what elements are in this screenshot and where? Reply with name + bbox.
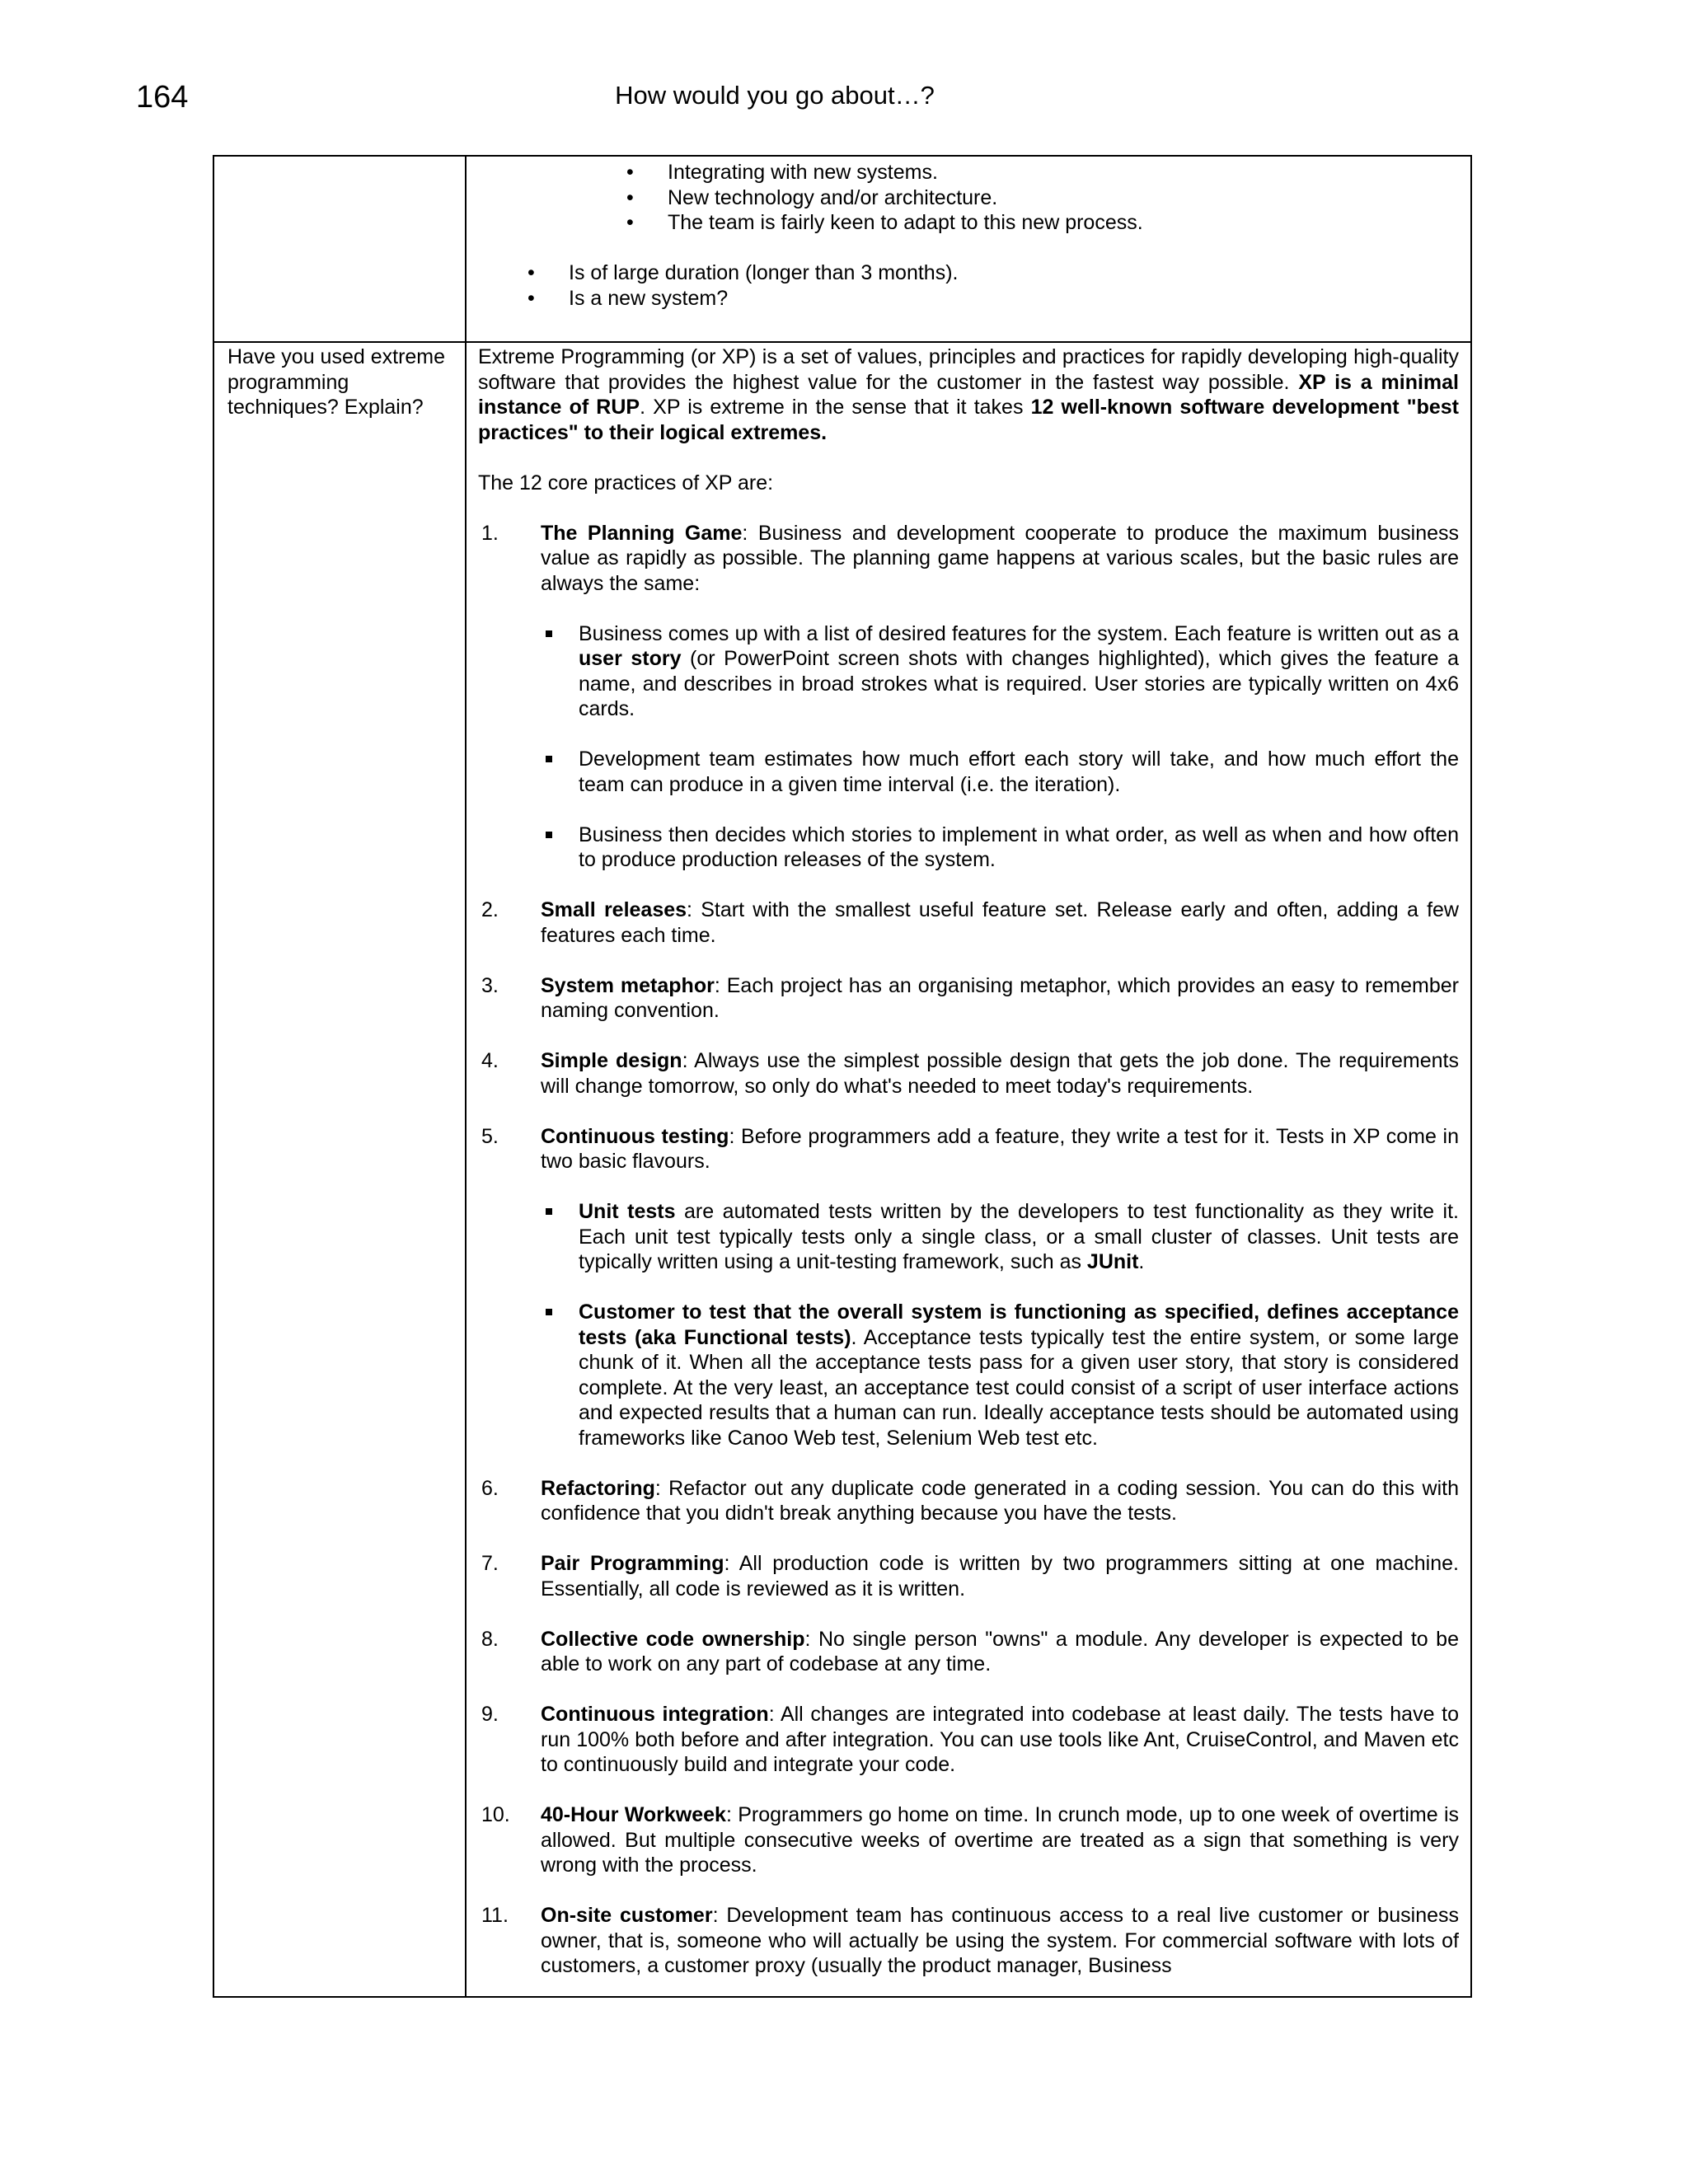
square-bullet-icon bbox=[546, 1309, 552, 1315]
sub-practice-item: Unit tests are automated tests written by the developers to test functionality as they write it. Each unit test typically tests only a single class, or a small cluster of classes. Unit tests are typically written using a unit-testing framework, such as JUnit. bbox=[478, 1199, 1459, 1275]
page-number: 164 bbox=[136, 80, 189, 115]
square-bullet-icon bbox=[546, 832, 552, 838]
list-item: • New technology and/or architecture. bbox=[626, 185, 998, 209]
sub-practice-item: Development team estimates how much effort each story will take, and how much effort the team can produce in a given time interval (i.e. the iteration). bbox=[478, 747, 1459, 797]
practice-item: 6. Refactoring: Refactor out any duplicate code generated in a coding session. You can do this with confidence that you didn't break anything because you have the tests. bbox=[481, 1476, 1459, 1525]
column-divider bbox=[465, 157, 467, 1996]
practice-item: 4. Simple design: Always use the simplest possible design that gets the job done. The requirements will change tomorrow, so only do what's needed to meet today's requirements. bbox=[481, 1049, 1459, 1098]
qa-table bbox=[213, 155, 1472, 1998]
row-divider bbox=[214, 341, 1470, 343]
practice-item: 5. Continuous testing: Before programmers add a feature, they write a test for it. Tests in XP come in two basic flavours. bbox=[481, 1124, 1460, 1173]
bullet-icon: • bbox=[528, 261, 535, 284]
practice-item: 10. 40-Hour Workweek: Programmers go home on time. In crunch mode, up to one week of overtime is allowed. But multiple consecutive weeks of overtime are treated as a sign that something is very wrong with the process. bbox=[481, 1803, 1459, 1877]
bullet-list bbox=[478, 260, 1459, 311]
practice-item: 7. Pair Programming: All production code is written by two programmers sitting at one machine. Essentially, all code is reviewed as it is written. bbox=[481, 1552, 1459, 1601]
list-item: • Is of large duration (longer than 3 months). bbox=[528, 261, 959, 284]
practice-item: 9. Continuous integration: All changes are integrated into codebase at least daily. The tests have to run 100% both before and after integration. You can use tools like Ant, CruiseControl, and Maven etc to continuously build and integrate your code. bbox=[481, 1703, 1460, 1776]
practice-item: 1. The Planning Game: Business and development cooperate to produce the maximum business value as rapidly as possible. The planning game happens at various scales, but the basic rules are always the same: bbox=[481, 521, 1459, 595]
bullet-icon: • bbox=[626, 185, 634, 209]
continued-answer-cell bbox=[478, 160, 1459, 311]
intro-paragraph: Extreme Programming (or XP) is a set of values, principles and practices for rapidly developing high-quality software that provides the highest value for the customer in the fastest way possible. XP is a minimal instance of RUP. XP is extreme in the sense that it takes 12 well-known software development "best practices" to their logical extremes. bbox=[478, 345, 1459, 444]
practice-item: 2. Small releases: Start with the smallest useful feature set. Release early and often, adding a few features each time. bbox=[481, 898, 1459, 947]
core-practices-heading: The 12 core practices of XP are: bbox=[478, 471, 774, 494]
practice-item: 8. Collective code ownership: No single person "owns" a module. Any developer is expected to be able to work on any part of codebase at any time. bbox=[481, 1627, 1459, 1675]
list-item: • The team is fairly keen to adapt to this new process. bbox=[626, 211, 1143, 234]
running-title: How would you go about…? bbox=[615, 81, 935, 110]
question-cell: Have you used extreme programming techniques? Explain? bbox=[227, 345, 446, 419]
sub-practice-item: Customer to test that the overall system is functioning as specified, defines acceptance tests (aka Functional tests). Acceptance tests typically test the entire system, or some large chunk of it. When all the acceptance tests pass for a given user story, that story is considered complete. At the very least, an acceptance test could consist of a script of user interface actions and expected results that a human can run. Ideally acceptance tests should be automated using frameworks like Canoo Web test, Selenium Web test etc. bbox=[478, 1300, 1459, 1451]
sub-practice-item: Business comes up with a list of desired features for the system. Each feature is written out as a user story (or PowerPoint screen shots with changes highlighted), which gives the feature a name, and describes in broad strokes what is required. User stories are typically written on 4x6 cards. bbox=[478, 621, 1459, 722]
list-item: • Integrating with new systems. bbox=[626, 161, 938, 184]
sub-bullet-list bbox=[478, 160, 1459, 236]
square-bullet-icon bbox=[546, 1208, 552, 1215]
list-item: • Is a new system? bbox=[528, 286, 729, 310]
bullet-icon: • bbox=[528, 286, 535, 310]
answer-cell bbox=[478, 344, 1459, 1979]
sub-practice-item: Business then decides which stories to implement in what order, as well as when and how often to produce production releases of the system. bbox=[478, 823, 1459, 873]
bullet-icon: • bbox=[626, 211, 634, 234]
bullet-icon: • bbox=[626, 161, 634, 184]
square-bullet-icon bbox=[546, 630, 552, 637]
practice-item: 3. System metaphor: Each project has an organising metaphor, which provides an easy to remember naming convention. bbox=[481, 973, 1459, 1022]
square-bullet-icon bbox=[546, 756, 552, 762]
practice-item: 11. On-site customer: Development team has continuous access to a real live customer or business owner, that is, someone who will actually be using the system. For commercial software with lots of customers, a customer proxy (usually the product manager, Business bbox=[481, 1904, 1460, 1977]
